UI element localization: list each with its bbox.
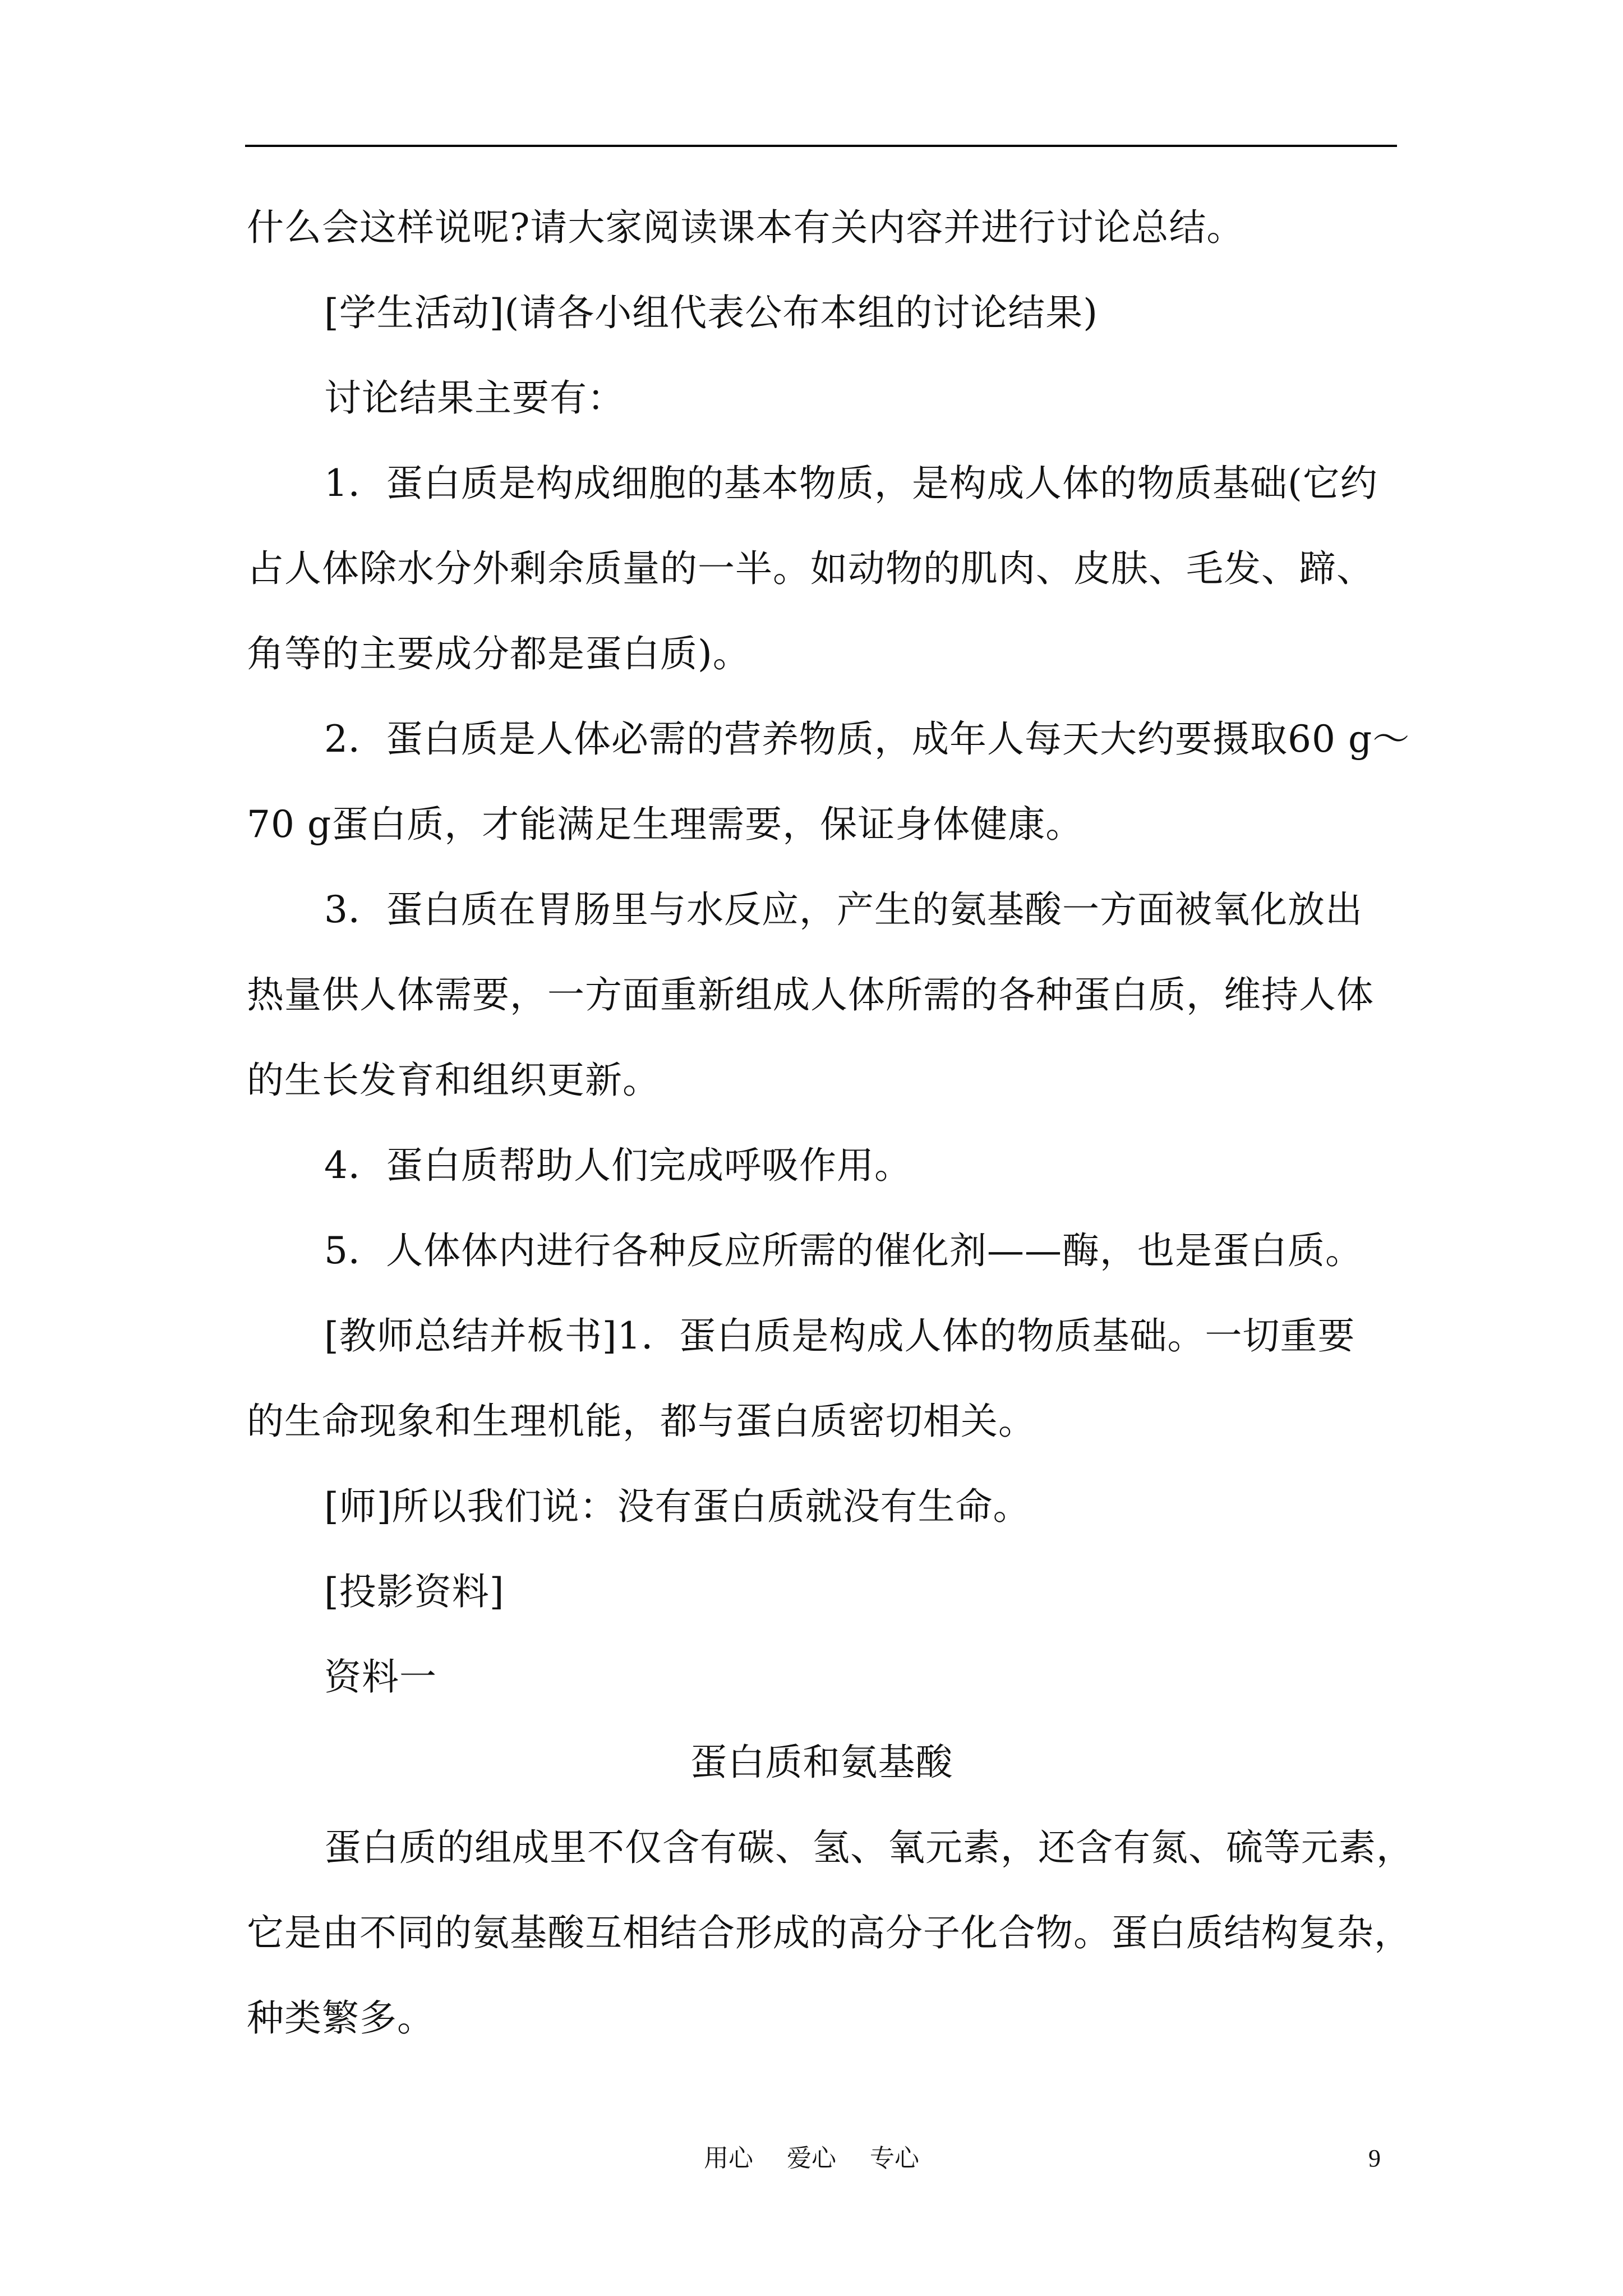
paragraph-line: 70 g蛋白质，才能满足生理需要，保证身体健康。: [247, 803, 1083, 846]
paragraph-line: 1．蛋白质是构成细胞的基本物质，是构成人体的物质基础(它约: [324, 462, 1378, 505]
footer-motto-2: 爱心: [787, 2144, 836, 2173]
paragraph-line: 蛋白质的组成里不仅含有碳、氢、氧元素，还含有氮、硫等元素，: [324, 1826, 1414, 1869]
paragraph-line: [师]所以我们说：没有蛋白质就没有生命。: [324, 1485, 1031, 1528]
paragraph-line: [教师总结并板书]1．蛋白质是构成人体的物质基础。一切重要: [324, 1314, 1355, 1358]
paragraph-line: 角等的主要成分都是蛋白质)。: [247, 632, 750, 675]
paragraph-line: [学生活动](请各小组代表公布本组的讨论结果): [324, 291, 1098, 334]
page-number: 9: [1368, 2145, 1381, 2172]
paragraph-line: 5．人体体内进行各种反应所需的催化剂——酶，也是蛋白质。: [324, 1229, 1363, 1272]
paragraph-line: 占人体除水分外剩余质量的一半。如动物的肌肉、皮肤、毛发、蹄、: [247, 547, 1374, 590]
header-rule: [245, 145, 1397, 147]
paragraph-line: 资料一: [324, 1655, 437, 1699]
document-body: [247, 185, 1414, 2061]
paragraph-line: 2．蛋白质是人体必需的营养物质，成年人每天大约要摄取60 g～: [324, 717, 1410, 761]
paragraph-line: 的生长发育和组织更新。: [247, 1059, 660, 1102]
paragraph-line: [投影资料]: [324, 1570, 505, 1613]
paragraph-line: 3．蛋白质在胃肠里与水反应，产生的氨基酸一方面被氧化放出: [324, 888, 1363, 931]
paragraph-line: 讨论结果主要有：: [324, 376, 625, 420]
paragraph-line: 什么会这样说呢?请大家阅读课本有关内容并进行讨论总结。: [247, 206, 1244, 249]
paragraph-line: 种类繁多。: [247, 1996, 435, 2040]
footer-motto-1: 用心: [704, 2144, 753, 2173]
paragraph-line: 4．蛋白质帮助人们完成呼吸作用。: [324, 1144, 912, 1187]
paragraph-line: 的生命现象和生理机能，都与蛋白质密切相关。: [247, 1400, 1036, 1443]
footer-motto-3: 专心: [870, 2144, 919, 2173]
paragraph-line: 热量供人体需要，一方面重新组成人体所需的各种蛋白质，维持人体: [247, 973, 1374, 1016]
paragraph-line: 它是由不同的氨基酸互相结合形成的高分子化合物。蛋白质结构复杂，: [247, 1911, 1412, 1954]
section-heading: 蛋白质和氨基酸: [690, 1741, 953, 1784]
